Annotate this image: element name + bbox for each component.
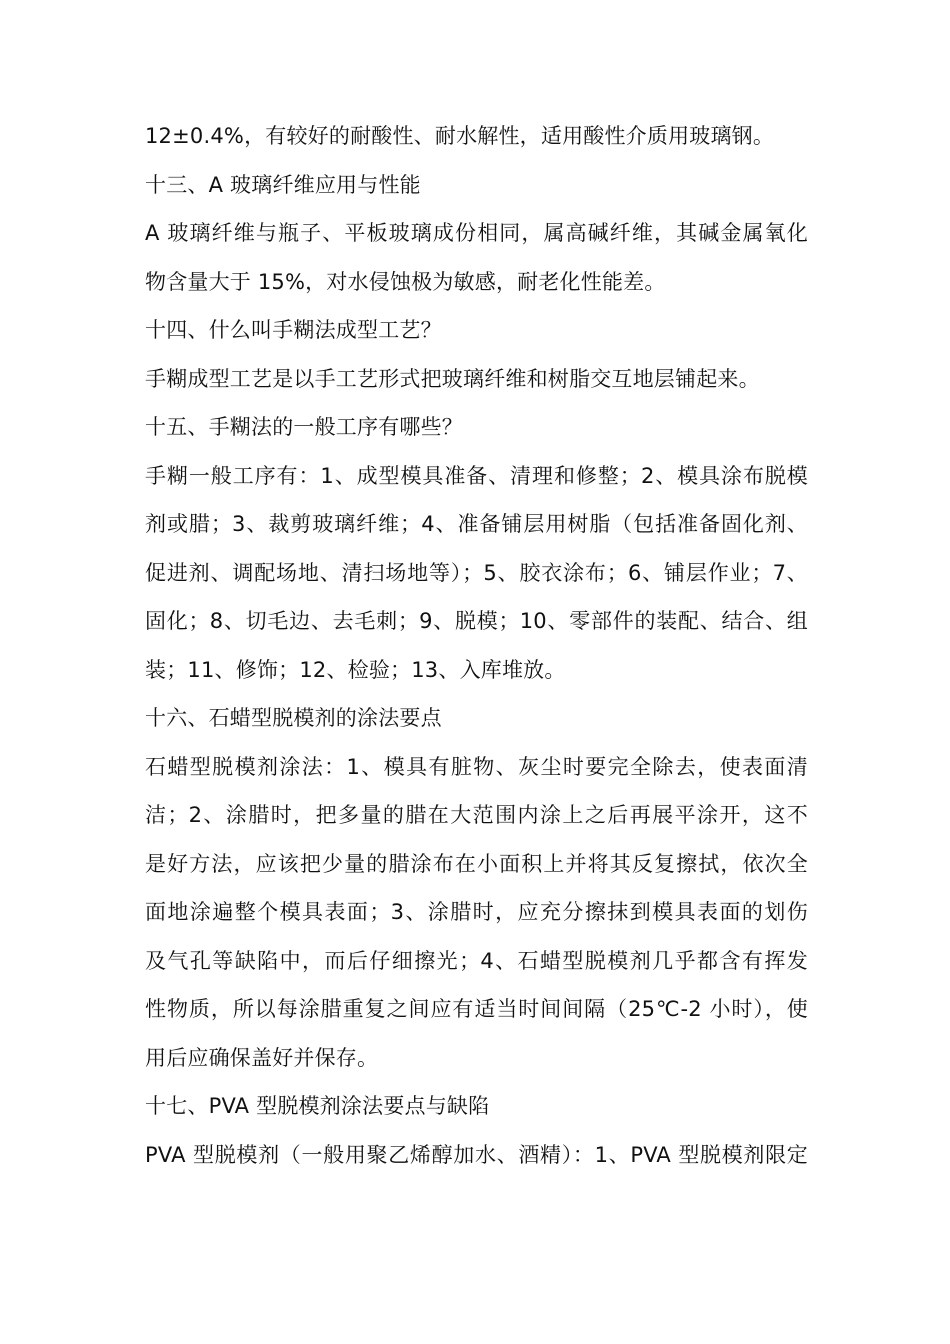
text-line: 是好方法，应该把少量的腊涂布在小面积上并将其反复擦拭，依次全 — [145, 851, 808, 876]
text-line: 物含量大于 15%，对水侵蚀极为敏感，耐老化性能差。 — [145, 269, 666, 294]
text-line: 装；11、修饰；12、检验；13、入库堆放。 — [145, 657, 566, 682]
text-line: 十三、A 玻璃纤维应用与性能 — [145, 172, 421, 197]
text-line: 固化；8、切毛边、去毛刺；9、脱模；10、零部件的装配、结合、组 — [145, 609, 808, 633]
text-line: 12±0.4%，有较好的耐酸性、耐水解性，适用酸性介质用玻璃钢。 — [145, 124, 775, 148]
text-line: 十七、PVA 型脱模剂涂法要点与缺陷 — [145, 1094, 490, 1118]
text-line: 石蜡型脱模剂涂法：1、模具有脏物、灰尘时要完全除去，使表面清 — [145, 754, 808, 779]
text-line: 十四、什么叫手糊法成型工艺？ — [145, 318, 442, 342]
text-line: 面地涂遍整个模具表面；3、涂腊时，应充分擦抹到模具表面的划伤 — [145, 900, 808, 924]
text-line: 手糊一般工序有：1、成型模具准备、清理和修整；2、模具涂布脱模 — [145, 463, 808, 488]
text-line: A 玻璃纤维与瓶子、平板玻璃成份相同，属高碱纤维，其碱金属氧化 — [145, 221, 808, 245]
text-line: 及气孔等缺陷中，而后仔细擦光；4、石蜡型脱模剂几乎都含有挥发 — [145, 948, 808, 973]
text-line: 用后应确保盖好并保存。 — [145, 1045, 379, 1070]
text-line: 洁；2、涂腊时，把多量的腊在大范围内涂上之后再展平涂开，这不 — [145, 803, 808, 827]
text-line: 十六、石蜡型脱模剂的涂法要点 — [145, 706, 442, 730]
text-line: 剂或腊；3、裁剪玻璃纤维；4、准备铺层用树脂（包括准备固化剂、 — [145, 512, 808, 536]
text-line: PVA 型脱模剂（一般用聚乙烯醇加水、酒精）：1、PVA 型脱模剂限定 — [145, 1142, 808, 1167]
text-line: 促进剂、调配场地、清扫场地等）；5、胶衣涂布；6、铺层作业；7、 — [145, 560, 808, 585]
text-line: 性物质，所以每涂腊重复之间应有适当时间间隔（25℃-2 小时），使 — [145, 997, 808, 1021]
text-line: 十五、手糊法的一般工序有哪些？ — [145, 415, 463, 439]
text-line: 手糊成型工艺是以手工艺形式把玻璃纤维和树脂交互地层铺起来。 — [145, 366, 760, 391]
document-body — [145, 112, 808, 1179]
